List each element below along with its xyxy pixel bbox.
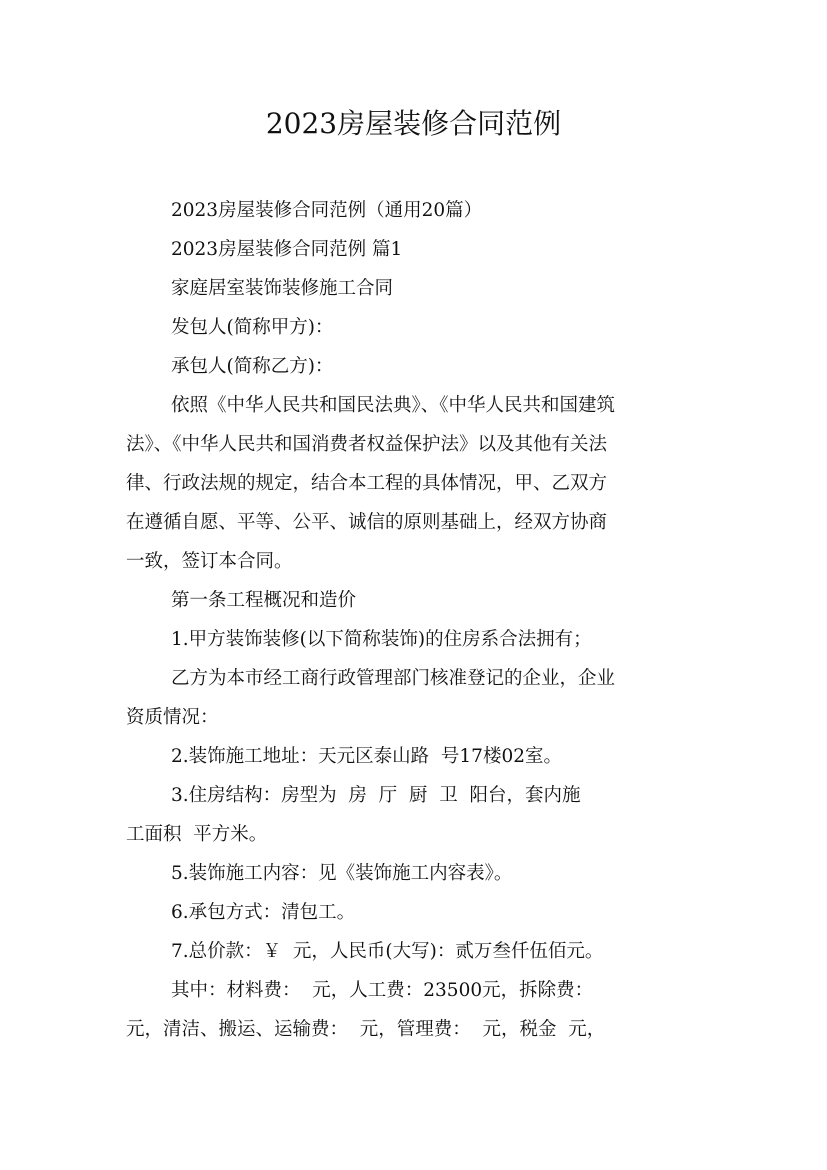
party-a-line: 发包人(简称甲方)：	[171, 317, 334, 338]
contract-subtitle: 2023房屋装修合同范例（通用20篇）	[171, 200, 483, 221]
clause-line: 工面积 平方米。	[126, 824, 268, 845]
document-title: 2023房屋装修合同范例	[265, 107, 562, 140]
clause-line: 资质情况：	[126, 707, 219, 728]
clause-line: 元，清洁、搬运、运输费： 元，管理费： 元，税金 元，	[126, 1019, 606, 1040]
clause-line: 其中：材料费： 元，人工费：23500元，拆除费：	[171, 980, 594, 1001]
clause-line: 2.装饰施工地址：天元区泰山路 号17楼02室。	[171, 746, 562, 767]
paragraph-line: 法》、《中华人民共和国消费者权益保护法》以及其他有关法	[126, 434, 608, 455]
clause-line: 3.住房结构：房型为 房 厅 厨 卫 阳台，套内施	[171, 785, 581, 806]
section-heading: 2023房屋装修合同范例 篇1	[171, 239, 403, 260]
article-heading: 第一条工程概况和造价	[171, 590, 357, 611]
paragraph-line: 一致，签订本合同。	[126, 551, 293, 572]
contract-name: 家庭居室装饰装修施工合同	[171, 278, 394, 299]
clause-line: 5.装饰施工内容：见《装饰施工内容表》。	[171, 863, 513, 884]
paragraph-line: 律、行政法规的规定，结合本工程的具体情况，甲、乙双方	[126, 473, 608, 494]
paragraph-line: 依照《中华人民共和国民法典》、《中华人民共和国建筑	[171, 395, 616, 416]
party-b-line: 承包人(简称乙方)：	[171, 356, 334, 377]
clause-line: 1.甲方装饰装修(以下简称装饰)的住房系合法拥有；	[171, 629, 592, 650]
clause-line: 7.总价款：￥ 元，人民币(大写)：贰万叁仟伍佰元。	[171, 941, 604, 962]
clause-line: 乙方为本市经工商行政管理部门核准登记的企业，企业	[171, 668, 616, 689]
paragraph-line: 在遵循自愿、平等、公平、诚信的原则基础上，经双方协商	[126, 512, 608, 533]
clause-line: 6.承包方式：清包工。	[171, 902, 356, 923]
